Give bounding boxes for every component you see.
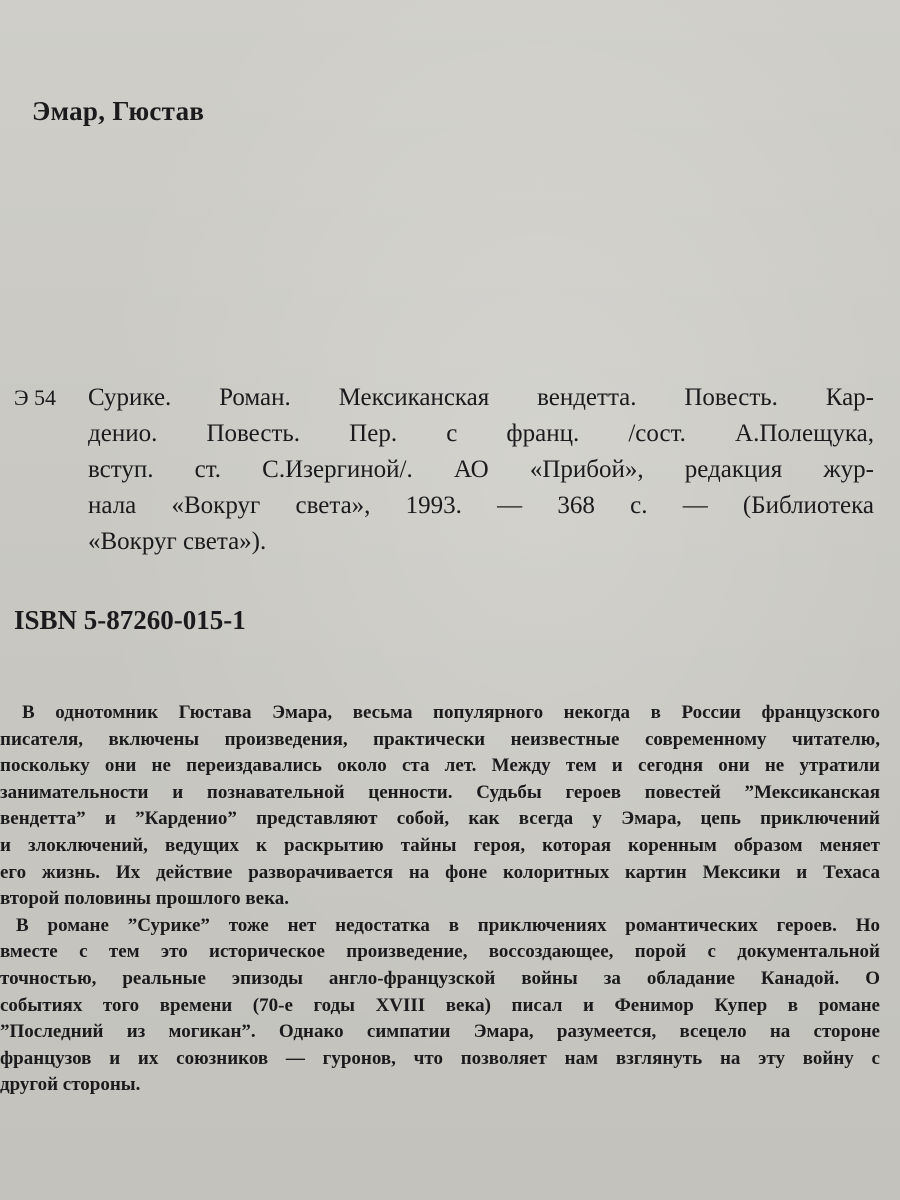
annotation-line: В однотомник Гюстава Эмара, весьма популярного некогда в России французского — [22, 702, 880, 723]
biblio-line — [14, 380, 874, 416]
annotation-line: второй половины прошлого века. — [0, 888, 289, 910]
annotation-line: вендетта” и ”Карденио” представляют собой, как всегда у Эмара, цепь приключений — [0, 808, 880, 830]
biblio-line — [14, 452, 874, 488]
author-heading: Эмар, Гюстав — [32, 96, 205, 126]
isbn: ISBN 5-87260-015-1 — [14, 605, 246, 635]
biblio-text: нала «Вокруг света», 1993. — 368 с. — (Библиотека — [88, 492, 874, 519]
annotation-line: писателя, включены произведения, практически неизвестные современному читателю, — [0, 728, 880, 750]
biblio-text: «Вокруг света»). — [88, 528, 267, 555]
annotation-line: вместе с тем это историческое произведение, воссоздающее, порой с документальной — [0, 941, 880, 963]
annotation-line: другой стороны. — [0, 1074, 141, 1096]
biblio-line — [14, 524, 874, 560]
bibliographic-record — [14, 380, 874, 560]
annotation-line: занимательности и познавательной ценности. Судьбы героев повестей ”Мексиканская — [0, 781, 880, 803]
annotation-line: поскольку они не переиздавались около ста лет. Между тем и сегодня они не утратили — [0, 755, 880, 777]
biblio-line — [14, 416, 874, 452]
biblio-text: вступ. ст. С.Изергиной/. АО «Прибой», редакция жур- — [88, 456, 874, 483]
biblio-line — [14, 488, 874, 524]
annotation-paragraph-1 — [0, 700, 880, 913]
annotation-line: и злоключений, ведущих к раскрытию тайны героя, которая коренным образом меняет — [0, 834, 880, 856]
biblio-text: Сурике. Роман. Мексиканская вендетта. Повесть. Кар- — [88, 384, 874, 411]
annotation-line: французов и их союзников — гуронов, что позволяет нам взглянуть на эту войну с — [0, 1047, 880, 1069]
annotation-line: его жизнь. Их действие разворачивается на фоне колоритных картин Мексики и Техаса — [0, 861, 880, 883]
annotation — [0, 700, 880, 1099]
annotation-line: событиях того времени (70-е годы XVIII века) писал и Фенимор Купер в романе — [0, 994, 880, 1016]
annotation-paragraph-2 — [0, 913, 880, 1099]
annotation-line: точностью, реальные эпизоды англо-французской войны за обладание Канадой. О — [0, 967, 880, 989]
annotation-line: ”Последний из могикан”. Однако симпатии Эмара, разумеется, всецело на стороне — [0, 1021, 880, 1043]
annotation-line: В романе ”Сурике” тоже нет недостатка в приключениях романтических героев. Но — [16, 914, 880, 936]
catalog-code: Э 54 — [14, 385, 57, 410]
biblio-text: денио. Повесть. Пер. с франц. /сост. А.Полещука, — [88, 420, 874, 447]
